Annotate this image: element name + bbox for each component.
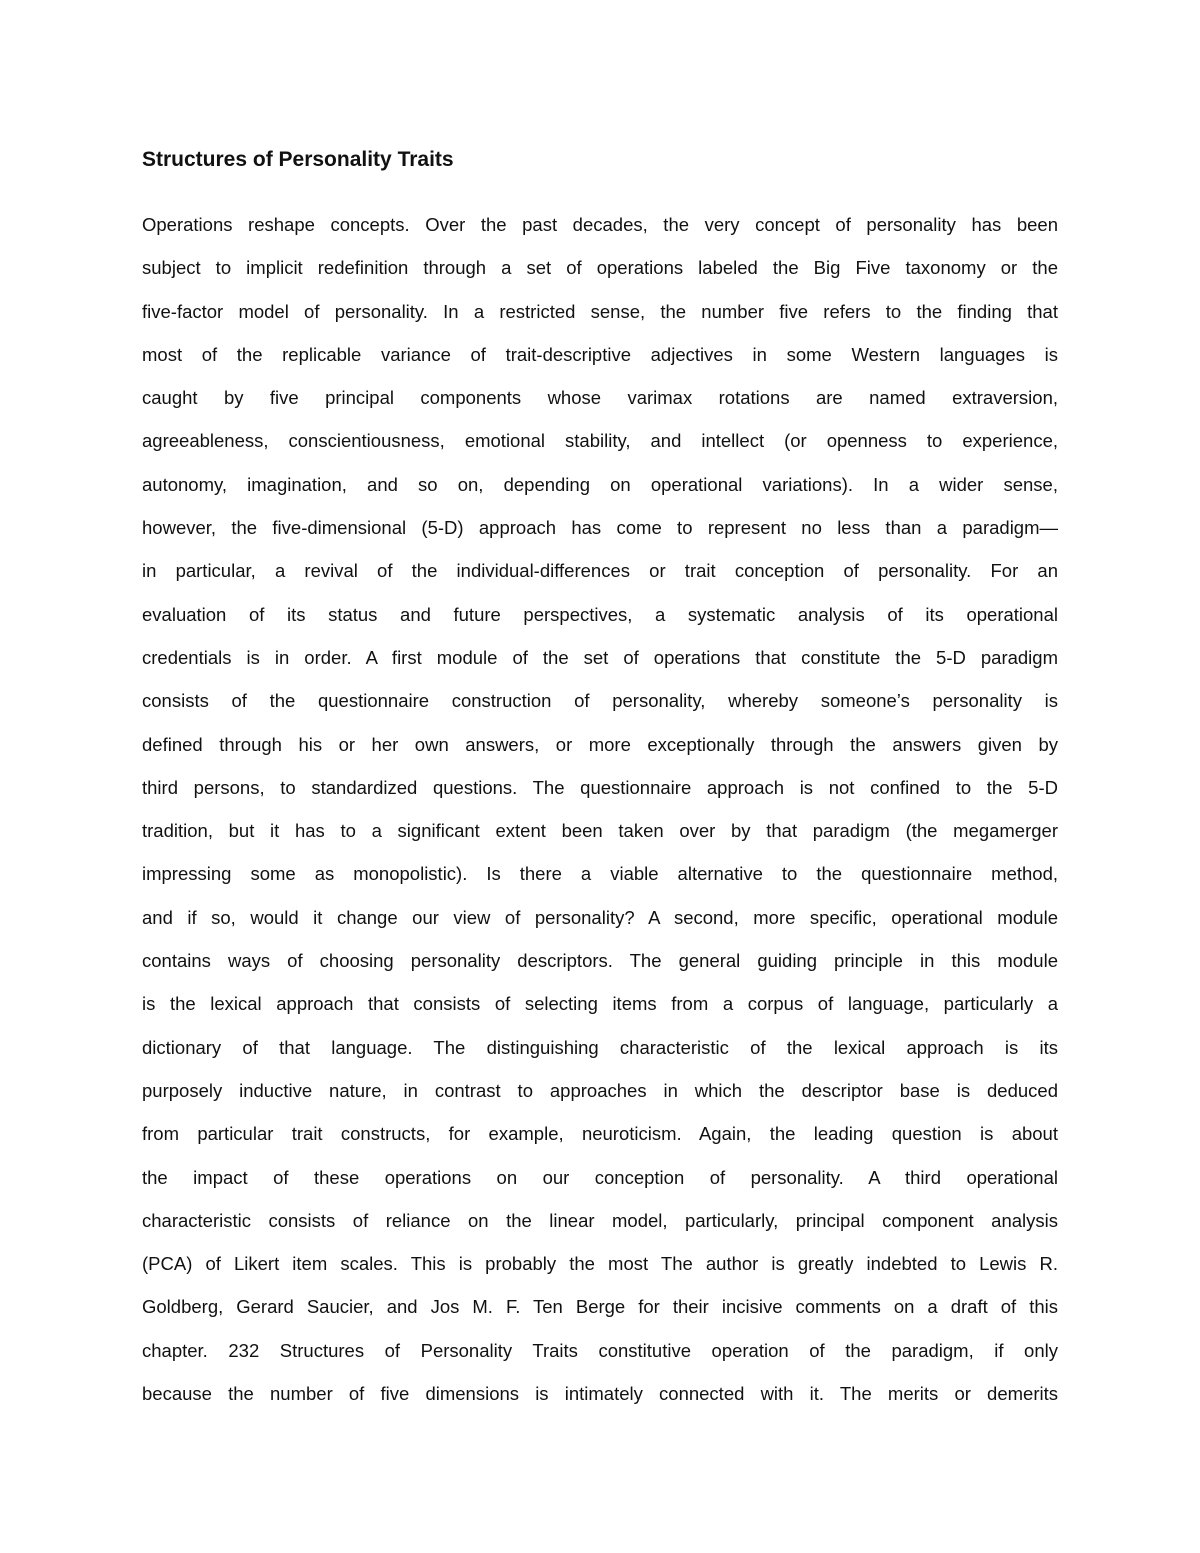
text-line: and if so, would it change our view of personality? A second, more specific, operational module — [142, 906, 1058, 928]
text-line: autonomy, imagination, and so on, depending on operational variations). In a wider sense, — [142, 473, 1058, 495]
text-line: consists of the questionnaire construction of personality, whereby someone’s personality is — [142, 690, 1058, 712]
text-line: in particular, a revival of the individual-differences or trait conception of personality. For an — [142, 560, 1058, 582]
text-line: from particular trait constructs, for example, neuroticism. Again, the leading question is about — [142, 1123, 1058, 1145]
text-line: characteristic consists of reliance on the linear model, particularly, principal component analysis — [142, 1209, 1058, 1231]
text-line: however, the five-dimensional (5-D) approach has come to represent no less than a paradigm— — [142, 517, 1058, 539]
text-line: credentials is in order. A first module of the set of operations that constitute the 5-D paradigm — [142, 646, 1058, 668]
text-line: the impact of these operations on our conception of personality. A third operational — [142, 1166, 1058, 1188]
text-line: purposely inductive nature, in contrast to approaches in which the descriptor base is deduced — [142, 1079, 1058, 1101]
text-line: Goldberg, Gerard Saucier, and Jos M. F. Ten Berge for their incisive comments on a draft of this — [142, 1296, 1058, 1318]
text-line: most of the replicable variance of trait-descriptive adjectives in some Western languages is — [142, 343, 1058, 365]
document-title: Structures of Personality Traits — [142, 148, 454, 171]
text-line: agreeableness, conscientiousness, emotional stability, and intellect (or openness to experience, — [142, 430, 1058, 452]
text-line: defined through his or her own answers, or more exceptionally through the answers given by — [142, 733, 1058, 755]
text-line: subject to implicit redefinition through a set of operations labeled the Big Five taxonomy or the — [142, 257, 1058, 279]
text-line: chapter. 232 Structures of Personality Traits constitutive operation of the paradigm, if only — [142, 1339, 1058, 1361]
body-paragraph — [142, 203, 1058, 1415]
text-line: evaluation of its status and future perspectives, a systematic analysis of its operational — [142, 603, 1058, 625]
text-line: dictionary of that language. The distinguishing characteristic of the lexical approach is its — [142, 1036, 1058, 1058]
text-line: Operations reshape concepts. Over the past decades, the very concept of personality has been — [142, 214, 1058, 235]
text-line: tradition, but it has to a significant extent been taken over by that paradigm (the megamerger — [142, 820, 1058, 842]
text-line: five-factor model of personality. In a restricted sense, the number five refers to the finding that — [142, 300, 1058, 322]
text-line: third persons, to standardized questions. The questionnaire approach is not confined to the 5-D — [142, 776, 1058, 798]
text-line: is the lexical approach that consists of selecting items from a corpus of language, particularly a — [142, 993, 1058, 1015]
text-line: caught by five principal components whose varimax rotations are named extraversion, — [142, 387, 1058, 409]
text-line: impressing some as monopolistic). Is there a viable alternative to the questionnaire method, — [142, 863, 1058, 885]
text-line: because the number of five dimensions is intimately connected with it. The merits or demerits — [142, 1383, 1058, 1405]
text-line: (PCA) of Likert item scales. This is probably the most The author is greatly indebted to Lewis R. — [142, 1253, 1058, 1275]
text-line: contains ways of choosing personality descriptors. The general guiding principle in this module — [142, 950, 1058, 972]
